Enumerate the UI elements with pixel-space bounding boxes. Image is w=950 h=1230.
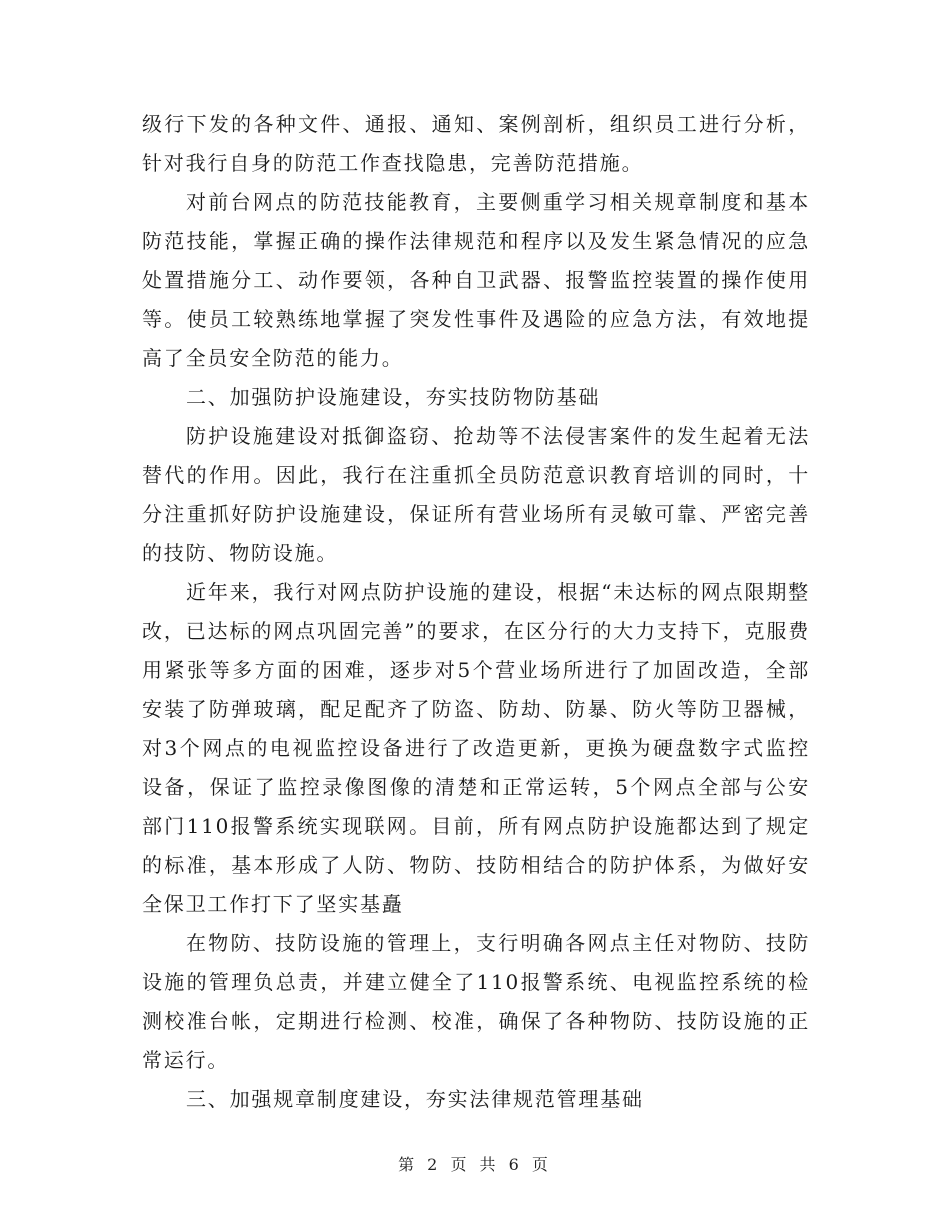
page-number-footer: 第 2 页 共 6 页 (398, 1155, 552, 1174)
paragraph-facility-upgrades: 近年来，我行对网点防护设施的建设，根据“未达标的网点限期整改，已达标的网点巩固完善”的要求，在区分行的大力支持下，克服费用紧张等多方面的困难，逐步对5个营业场所进行了加固改造，全部安装了防弹玻璃，配足配齐了防盗、防劫、防暴、防火等防卫器械，对3个网点的电视监控设备进行了改造更新，更换为硬盘数字式监控设备，保证了监控录像图像的清楚和正常运转，5个网点全部与公安部门110报警系统实现联网。目前，所有网点防护设施都达到了规定的标准，基本形成了人防、物防、技防相结合的防护体系，为做好安全保卫工作打下了坚实基矗 (142, 580, 810, 916)
paragraph-skills-education: 对前台网点的防范技能教育，主要侧重学习相关规章制度和基本防范技能，掌握正确的操作法律规范和程序以及发生紧急情况的应急处置措施分工、动作要领，各种自卫武器、报警监控装置的操作使用等。使员工较熟练地掌握了突发性事件及遇险的应急方法，有效地提高了全员安全防范的能力。 (142, 190, 810, 370)
section-heading-3: 三、加强规章制度建设，夯实法律规范管理基础 (186, 1087, 644, 1111)
section-heading-2: 二、加强防护设施建设，夯实技防物防基础 (186, 385, 601, 409)
paragraph-continuation: 级行下发的各种文件、通报、通知、案例剖析，组织员工进行分析，针对我行自身的防范工作查找隐患，完善防范措施。 (142, 112, 810, 175)
paragraph-facility-importance: 防护设施建设对抵御盗窃、抢劫等不法侵害案件的发生起着无法替代的作用。因此，我行在注重抓全员防范意识教育培训的同时，十分注重抓好防护设施建设，保证所有营业场所有灵敏可靠、严密完善的技防、物防设施。 (142, 424, 810, 565)
paragraph-facility-management: 在物防、技防设施的管理上，支行明确各网点主任对物防、技防设施的管理负总责，并建立健全了110报警系统、电视监控系统的检测校准台帐，定期进行检测、校准，确保了各种物防、技防设施的正常运行。 (142, 931, 810, 1072)
document-body (142, 105, 810, 1119)
